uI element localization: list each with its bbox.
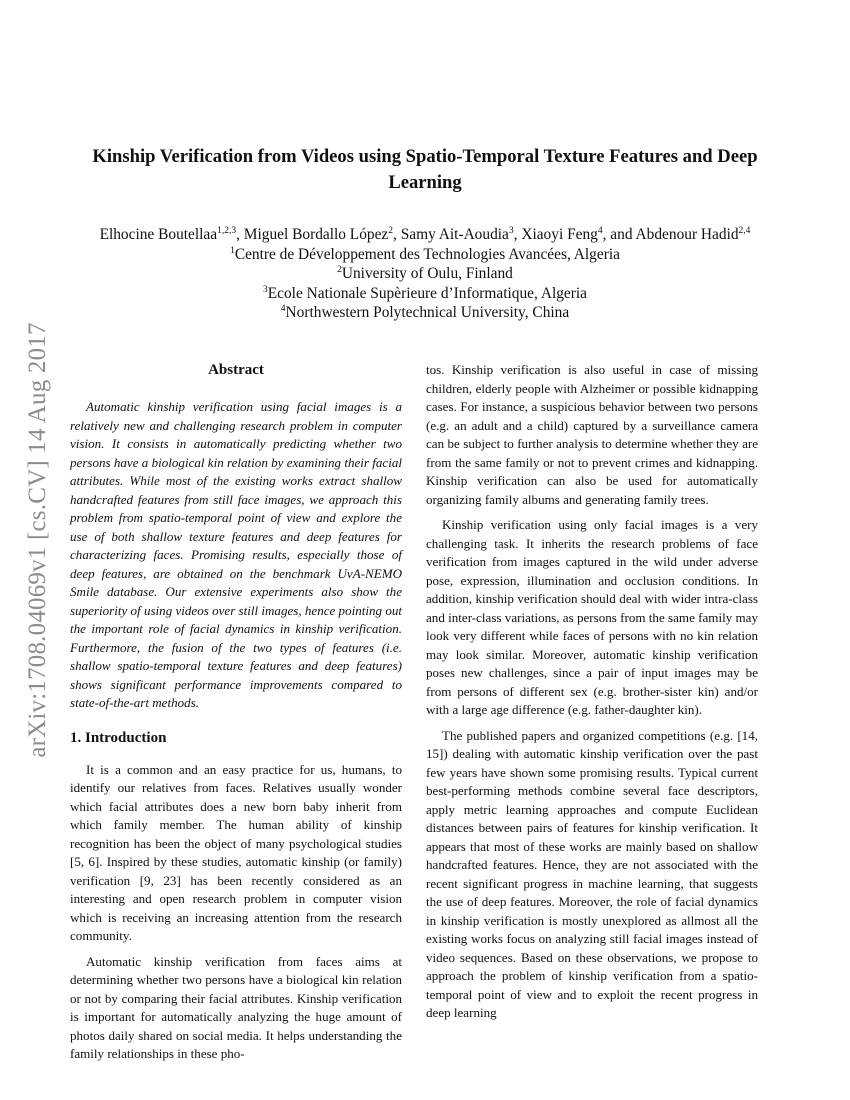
arxiv-watermark (22, 290, 54, 790)
affiliation: $^1$Centre de Développement des Technologies Avancées, Algeria (230, 245, 620, 263)
author-list (40, 225, 810, 245)
paragraph: It is a common and an easy practice for us, humans, to identify our relatives from faces. Relatives usually wonder which facial attributes does a new born baby inherit from which family member. The human ability of kinship recognition has been the object of many psychological studies [5, 6]. Inspired by these studies, automatic kinship (or family) verification [9, 23] has been recently considered as an interesting and open research problem in computer vision which is receiving an increasing attention from the research community. (70, 761, 402, 943)
author: Samy Ait-Aoudia$^3$, (400, 226, 522, 243)
paragraph: Kinship verification using only facial images is a very challenging task. It inherits the research problems of face verification from images captured in the wild under adverse pose, expression, illumination and occlusion conditions. In addition, kinship verification should deal with wider intra-class and inter-class variations, as persons from the same family may look very different while faces of persons with no kin relation may look similar. Moreover, automatic kinship verification poses new challenges, since a pair of input images may be from persons of different sex (e.g. brother-sister kin) and/or with a large age difference (e.g. father-daughter kin). (426, 517, 758, 717)
left-column (70, 361, 402, 1064)
abstract-text: Automatic kinship verification using facial images is a relatively new and challenging research problem in computer vision. It consists in automatically predicting whether two persons have a biological kin relation by examining their facial attributes. While most of the existing works extract shallow handcrafted features from still face images, we approach this problem from spatio-temporal point of view and explore the use of both shallow texture features and deep features for characterizing faces. Promising results, especially those of deep features, are obtained on the benchmark UvA-NEMO Smile database. Our extensive experiments also show the superiority of using videos over still images, hence pointing out the important role of facial dynamics in kinship verification. Furthermore, the fusion of the two types of features (i.e. shallow spatio-temporal texture features and deep features) shows significant performance improvements compared to state-of-the-art methods. (70, 399, 402, 710)
author: Miguel Bordallo López$^2$, (243, 226, 401, 243)
paragraph: Automatic kinship verification from faces aims at determining whether two persons have a biological kin relation or not by comparing their facial attributes. Kinship verification is important for automatically analyzing the huge amount of photos daily shared on social media. It helps understanding the family relationships in these pho- (70, 953, 402, 1061)
right-column (426, 361, 758, 1023)
paragraph: tos. Kinship verification is also useful in case of missing children, elderly people with Alzheimer or possible kidnapping cases. For instance, a suspicious behavior between two persons (e.g. an adult and a child) captured by a surveillance camera can be subject to further analysis to determine whether they are from the same family or not to prevent crimes and kidnapping. Kinship verification can also be used for automatically organizing family albums and generating family trees. (426, 362, 758, 507)
paper-title: Kinship Verification from Videos using Spatio-Temporal Texture Features and Deep Learning (92, 146, 758, 193)
author: Xiaoyi Feng$^4$, and (521, 226, 636, 243)
author: Abdenour Hadid$^{2,4}$ (635, 226, 751, 243)
affiliation: $^3$Ecole Nationale Supèrieure d’Informatique, Algeria (263, 284, 587, 302)
affiliation: $^2$University of Oulu, Finland (337, 265, 513, 283)
section-heading-introduction: 1. Introduction (70, 729, 167, 746)
author-block (40, 225, 810, 323)
abstract-heading: Abstract (208, 362, 264, 378)
paragraph: The published papers and organized competitions (e.g. [14, 15]) dealing with automatic kinship verification over the past few years have shown some promising results. Typical current best-performing methods combine several face descriptors, apply metric learning approaches and compute Euclidean distances between pairs of features for kinship verification. It appears that most of these works are mainly based on shallow handcrafted features. Hence, they are not associated with the recent significant progress in machine learning, that suggests the use of deep features. Moreover, the role of facial dynamics in kinship verification is mostly unexplored as allmost all the existing works focus on analyzing still facial images instead of video sequences. Based on these observations, we propose to approach the problem of kinship verification from a spatio-temporal point of view and to exploit the recent progress in deep learning (426, 727, 758, 1020)
arxiv-identifier: arXiv:1708.04069v1 [cs.CV] 14 Aug 2017 (24, 322, 51, 758)
affiliation: $^4$Northwestern Polytechnical University, China (280, 304, 570, 322)
author: Elhocine Boutellaa$^{1,2,3}$, (99, 226, 244, 243)
